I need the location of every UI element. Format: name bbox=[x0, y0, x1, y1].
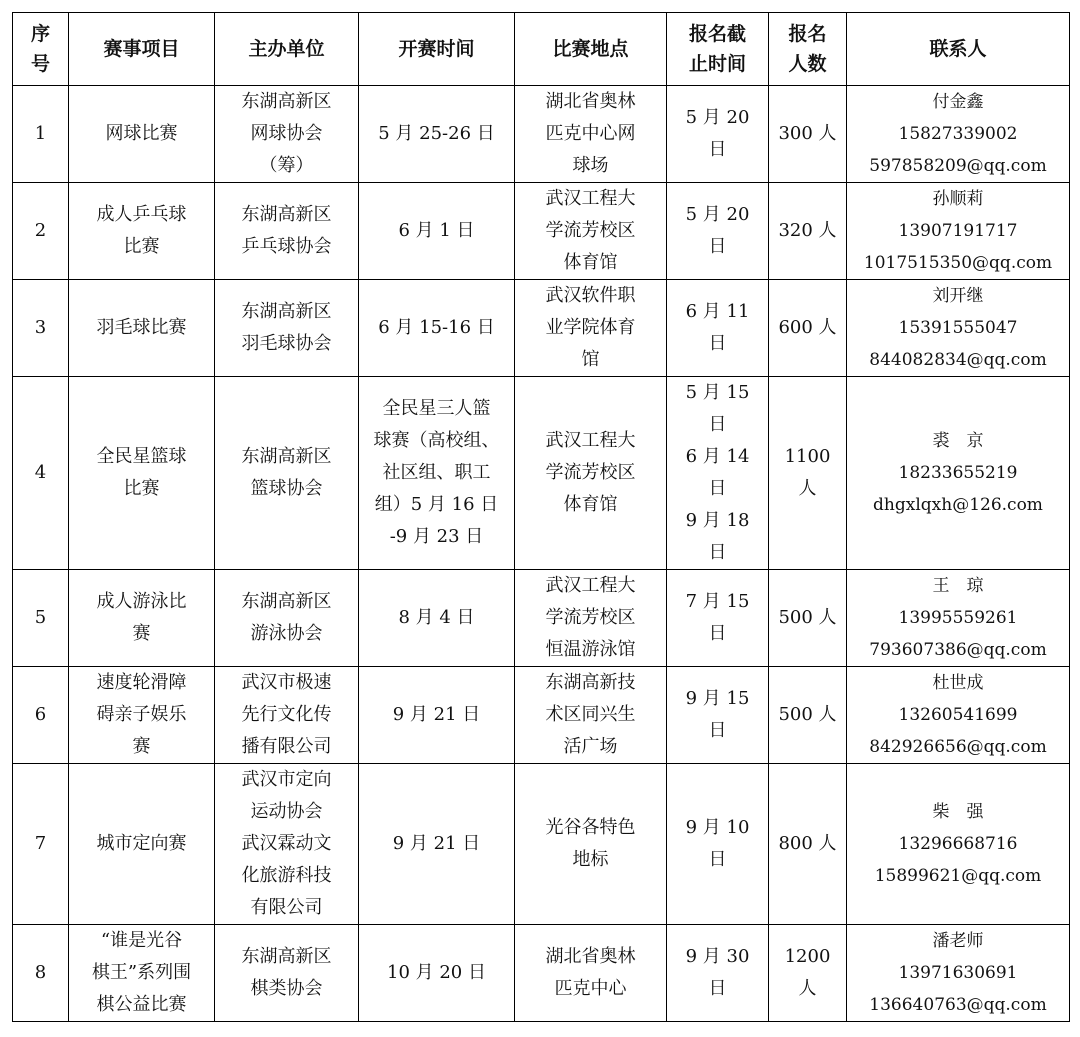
cell-line: 报名 bbox=[788, 23, 827, 45]
cell-line: 网球比赛 bbox=[105, 123, 178, 144]
cell-line: 地标 bbox=[572, 849, 609, 870]
cell-line: 东湖高新技 bbox=[545, 672, 636, 693]
cell-line: 化旅游科技 bbox=[241, 865, 332, 886]
cell-line: 赛 bbox=[132, 623, 151, 644]
cell-time bbox=[359, 86, 515, 183]
cell-line: 东湖高新区 bbox=[241, 91, 332, 112]
cell-line: 5 月 15 bbox=[685, 382, 750, 403]
cell-line: 日 bbox=[708, 236, 727, 257]
cell-line: 羽毛球比赛 bbox=[96, 317, 187, 338]
table-row bbox=[13, 667, 1070, 764]
cell-line: 孙顺莉 bbox=[932, 189, 984, 209]
cell-line: 13995559261 bbox=[898, 608, 1018, 628]
cell-contact bbox=[847, 86, 1070, 183]
cell-location bbox=[515, 86, 667, 183]
cell-line: 300 人 bbox=[778, 123, 837, 144]
cell-time bbox=[359, 570, 515, 667]
cell-line: 13260541699 bbox=[898, 705, 1018, 725]
cell-line: 武汉工程大 bbox=[545, 430, 636, 451]
cell-event bbox=[69, 377, 215, 570]
cell-line: 赛 bbox=[132, 736, 151, 757]
cell-line: 武汉软件职 bbox=[545, 285, 636, 306]
cell-line: 人 bbox=[798, 478, 817, 499]
cell-line: 842926656@qq.com bbox=[869, 737, 1047, 757]
cell-line: dhgxlqxh@126.com bbox=[873, 495, 1043, 515]
cell-line: 学流芳校区 bbox=[545, 607, 636, 628]
cell-line: 全民星篮球 bbox=[96, 446, 187, 467]
cell-deadline bbox=[667, 183, 769, 280]
cell-line: 有限公司 bbox=[250, 897, 323, 918]
cell-line: 球场 bbox=[572, 155, 609, 176]
table-row bbox=[13, 764, 1070, 925]
cell-contact bbox=[847, 667, 1070, 764]
cell-location bbox=[515, 377, 667, 570]
cell-line: 网球协会 bbox=[250, 123, 323, 144]
cell-line: 9 月 21 日 bbox=[392, 833, 481, 854]
cell-line: 320 人 bbox=[778, 220, 837, 241]
cell-contact bbox=[847, 764, 1070, 925]
cell-no bbox=[13, 183, 69, 280]
cell-line: 15391555047 bbox=[898, 318, 1018, 338]
cell-line: 恒温游泳馆 bbox=[545, 639, 636, 660]
cell-line: 先行文化传 bbox=[241, 704, 332, 725]
cell-line: 3 bbox=[34, 317, 47, 338]
cell-line: 7 bbox=[34, 833, 47, 854]
cell-people bbox=[769, 377, 847, 570]
cell-contact bbox=[847, 280, 1070, 377]
cell-line: 开赛时间 bbox=[398, 38, 475, 60]
cell-location bbox=[515, 667, 667, 764]
cell-line: 人数 bbox=[788, 53, 827, 75]
cell-deadline bbox=[667, 280, 769, 377]
table-row bbox=[13, 925, 1070, 1022]
cell-line: 6 月 14 bbox=[685, 446, 750, 467]
cell-people bbox=[769, 280, 847, 377]
cell-event bbox=[69, 667, 215, 764]
cell-line: 棋公益比赛 bbox=[96, 994, 187, 1015]
cell-deadline bbox=[667, 925, 769, 1022]
cell-line: 匹克中心网 bbox=[545, 123, 636, 144]
cell-time bbox=[359, 280, 515, 377]
cell-line: 8 月 4 日 bbox=[398, 607, 475, 628]
cell-event bbox=[69, 925, 215, 1022]
header-people bbox=[769, 13, 847, 86]
cell-people bbox=[769, 86, 847, 183]
cell-people bbox=[769, 925, 847, 1022]
cell-people bbox=[769, 183, 847, 280]
cell-line: 报名截 bbox=[688, 23, 746, 45]
cell-line: 学流芳校区 bbox=[545, 462, 636, 483]
header-row bbox=[13, 13, 1070, 86]
cell-line: 9 月 10 bbox=[685, 817, 750, 838]
cell-line: 主办单位 bbox=[248, 38, 325, 60]
cell-no bbox=[13, 570, 69, 667]
cell-line: 柴 强 bbox=[932, 802, 984, 822]
cell-event bbox=[69, 764, 215, 925]
cell-line: 10 月 20 日 bbox=[387, 962, 486, 983]
cell-line: 日 bbox=[708, 542, 727, 563]
cell-no bbox=[13, 377, 69, 570]
cell-line: 武汉霖动文 bbox=[241, 833, 332, 854]
header-organizer bbox=[215, 13, 359, 86]
cell-line: 匹克中心 bbox=[554, 978, 627, 999]
cell-line: 6 月 11 bbox=[685, 301, 750, 322]
cell-location bbox=[515, 570, 667, 667]
cell-line: 武汉市定向 bbox=[241, 769, 332, 790]
cell-line: -9 月 23 日 bbox=[389, 526, 484, 547]
cell-line: 东湖高新区 bbox=[241, 946, 332, 967]
header-location bbox=[515, 13, 667, 86]
cell-deadline bbox=[667, 377, 769, 570]
cell-organizer bbox=[215, 764, 359, 925]
cell-line: 1017515350@qq.com bbox=[863, 253, 1053, 273]
cell-line: 9 月 15 bbox=[685, 688, 750, 709]
cell-line: 棋类协会 bbox=[250, 978, 323, 999]
cell-line: 湖北省奥林 bbox=[545, 946, 636, 967]
cell-line: 8 bbox=[34, 962, 47, 983]
cell-event bbox=[69, 570, 215, 667]
cell-line: 6 月 1 日 bbox=[398, 220, 475, 241]
cell-line: 9 月 18 bbox=[685, 510, 750, 531]
cell-line: 东湖高新区 bbox=[241, 446, 332, 467]
cell-line: 活广场 bbox=[563, 736, 618, 757]
cell-line: 球赛（高校组、 bbox=[373, 430, 500, 451]
table-row bbox=[13, 377, 1070, 570]
cell-line: 潘老师 bbox=[932, 931, 984, 951]
cell-no bbox=[13, 764, 69, 925]
cell-line: 日 bbox=[708, 720, 727, 741]
cell-line: 篮球协会 bbox=[250, 478, 323, 499]
cell-line: 15899621@qq.com bbox=[874, 866, 1042, 886]
cell-line: 王 琼 bbox=[932, 576, 984, 596]
cell-line: 播有限公司 bbox=[241, 736, 332, 757]
cell-line: 日 bbox=[708, 478, 727, 499]
cell-no bbox=[13, 280, 69, 377]
header-contact bbox=[847, 13, 1070, 86]
cell-contact bbox=[847, 183, 1070, 280]
cell-people bbox=[769, 667, 847, 764]
cell-line: 棋王”系列围 bbox=[91, 962, 192, 983]
cell-line: 5 月 25-26 日 bbox=[378, 123, 495, 144]
cell-location bbox=[515, 925, 667, 1022]
cell-time bbox=[359, 183, 515, 280]
cell-line: 东湖高新区 bbox=[241, 591, 332, 612]
cell-no bbox=[13, 667, 69, 764]
cell-location bbox=[515, 764, 667, 925]
cell-organizer bbox=[215, 667, 359, 764]
cell-line: 术区同兴生 bbox=[545, 704, 636, 725]
cell-line: 速度轮滑障 bbox=[96, 672, 187, 693]
cell-line: 城市定向赛 bbox=[96, 833, 187, 854]
cell-line: 组）5 月 16 日 bbox=[374, 494, 499, 515]
table-container bbox=[12, 12, 1070, 1022]
cell-no bbox=[13, 925, 69, 1022]
cell-line: 光谷各特色 bbox=[545, 817, 636, 838]
cell-time bbox=[359, 925, 515, 1022]
cell-line: 裘 京 bbox=[932, 431, 984, 451]
cell-line: 武汉市极速 bbox=[241, 672, 332, 693]
table-row bbox=[13, 570, 1070, 667]
cell-organizer bbox=[215, 183, 359, 280]
cell-deadline bbox=[667, 764, 769, 925]
cell-line: 武汉工程大 bbox=[545, 575, 636, 596]
table-row bbox=[13, 86, 1070, 183]
cell-contact bbox=[847, 925, 1070, 1022]
cell-line: 136640763@qq.com bbox=[869, 995, 1047, 1015]
cell-contact bbox=[847, 570, 1070, 667]
cell-no bbox=[13, 86, 69, 183]
cell-organizer bbox=[215, 280, 359, 377]
cell-line: 武汉工程大 bbox=[545, 188, 636, 209]
cell-line: 13971630691 bbox=[898, 963, 1018, 983]
cell-line: 成人乒乓球 bbox=[96, 204, 187, 225]
cell-line: 2 bbox=[34, 220, 47, 241]
cell-line: 业学院体育 bbox=[545, 317, 636, 338]
cell-line: （筹） bbox=[259, 155, 314, 176]
cell-contact bbox=[847, 377, 1070, 570]
cell-line: 杜世成 bbox=[932, 673, 984, 693]
cell-line: 1 bbox=[34, 123, 47, 144]
cell-line: 人 bbox=[798, 978, 817, 999]
cell-line: 羽毛球协会 bbox=[241, 333, 332, 354]
cell-line: 学流芳校区 bbox=[545, 220, 636, 241]
cell-line: 比赛 bbox=[123, 236, 160, 257]
events-table bbox=[12, 12, 1070, 1022]
cell-time bbox=[359, 764, 515, 925]
cell-line: 800 人 bbox=[778, 833, 837, 854]
cell-line: 东湖高新区 bbox=[241, 301, 332, 322]
cell-line: 1200 bbox=[784, 946, 831, 967]
cell-line: 844082834@qq.com bbox=[869, 350, 1047, 370]
cell-line: 日 bbox=[708, 849, 727, 870]
cell-line: 500 人 bbox=[778, 607, 837, 628]
cell-line: 赛事项目 bbox=[103, 38, 180, 60]
cell-people bbox=[769, 764, 847, 925]
cell-line: 日 bbox=[708, 139, 727, 160]
cell-line: 18233655219 bbox=[898, 463, 1018, 483]
header-no bbox=[13, 13, 69, 86]
cell-line: 游泳协会 bbox=[250, 623, 323, 644]
cell-line: 600 人 bbox=[778, 317, 837, 338]
cell-line: 体育馆 bbox=[563, 494, 618, 515]
cell-deadline bbox=[667, 86, 769, 183]
table-row bbox=[13, 280, 1070, 377]
table-row bbox=[13, 183, 1070, 280]
header-time bbox=[359, 13, 515, 86]
cell-deadline bbox=[667, 667, 769, 764]
cell-line: 6 bbox=[34, 704, 47, 725]
cell-organizer bbox=[215, 925, 359, 1022]
cell-line: 湖北省奥林 bbox=[545, 91, 636, 112]
header-deadline bbox=[667, 13, 769, 86]
cell-line: 793607386@qq.com bbox=[869, 640, 1047, 660]
cell-line: 止时间 bbox=[688, 53, 746, 75]
cell-event bbox=[69, 280, 215, 377]
cell-line: 500 人 bbox=[778, 704, 837, 725]
cell-line: 乒乓球协会 bbox=[241, 236, 332, 257]
cell-line: 社区组、职工 bbox=[382, 462, 491, 483]
cell-line: 597858209@qq.com bbox=[869, 156, 1047, 176]
cell-location bbox=[515, 280, 667, 377]
cell-line: 9 月 21 日 bbox=[392, 704, 481, 725]
cell-line: 13907191717 bbox=[898, 221, 1018, 241]
cell-line: 4 bbox=[34, 462, 47, 483]
cell-line: 比赛地点 bbox=[552, 38, 629, 60]
cell-line: 联系人 bbox=[929, 38, 987, 60]
cell-line: 7 月 15 bbox=[685, 591, 750, 612]
cell-line: “谁是光谷 bbox=[100, 930, 183, 951]
cell-line: 13296668716 bbox=[898, 834, 1018, 854]
cell-line: 比赛 bbox=[123, 478, 160, 499]
cell-time bbox=[359, 377, 515, 570]
table-body bbox=[13, 86, 1070, 1022]
cell-line: 付金鑫 bbox=[932, 92, 984, 112]
cell-line: 运动协会 bbox=[250, 801, 323, 822]
cell-line: 东湖高新区 bbox=[241, 204, 332, 225]
cell-deadline bbox=[667, 570, 769, 667]
cell-line: 9 月 30 bbox=[685, 946, 750, 967]
cell-line: 5 月 20 bbox=[685, 204, 750, 225]
cell-line: 号 bbox=[30, 53, 50, 75]
cell-line: 日 bbox=[708, 978, 727, 999]
cell-line: 15827339002 bbox=[898, 124, 1018, 144]
cell-organizer bbox=[215, 377, 359, 570]
cell-line: 馆 bbox=[581, 349, 600, 370]
cell-event bbox=[69, 86, 215, 183]
cell-line: 5 月 20 bbox=[685, 107, 750, 128]
cell-organizer bbox=[215, 86, 359, 183]
cell-organizer bbox=[215, 570, 359, 667]
cell-line: 成人游泳比 bbox=[96, 591, 187, 612]
cell-line: 日 bbox=[708, 333, 727, 354]
cell-line: 体育馆 bbox=[563, 252, 618, 273]
cell-event bbox=[69, 183, 215, 280]
cell-line: 全民星三人篮 bbox=[382, 398, 491, 419]
cell-line: 5 bbox=[34, 607, 47, 628]
cell-line: 日 bbox=[708, 414, 727, 435]
cell-time bbox=[359, 667, 515, 764]
header-event bbox=[69, 13, 215, 86]
cell-line: 1100 bbox=[784, 446, 831, 467]
cell-line: 碍亲子娱乐 bbox=[96, 704, 187, 725]
cell-people bbox=[769, 570, 847, 667]
cell-location bbox=[515, 183, 667, 280]
cell-line: 刘开继 bbox=[932, 286, 984, 306]
cell-line: 序 bbox=[30, 23, 50, 45]
cell-line: 6 月 15-16 日 bbox=[378, 317, 495, 338]
cell-line: 日 bbox=[708, 623, 727, 644]
